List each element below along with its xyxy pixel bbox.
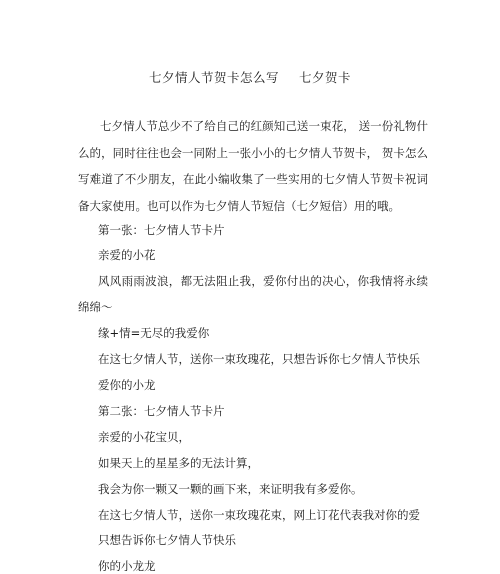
card-heading-1: 第一张：七夕情人节卡片	[98, 223, 225, 237]
intro-paragraph: 七夕情人节总少不了给自己的红颜知己送一束花， 送一份礼物什 么的，同时往往也会一同附上一张小小的七夕情人节贺卡， 贺卡怎么 写难道了不少朋友，在此小编收集了一些实用的七夕情人节贺卡祝词 备大家使用。也可以作为七夕情人节短信（七夕短信）用的哦。	[78, 119, 428, 213]
message-line: 缘+情=无尽的我爱你	[98, 326, 210, 340]
page-title	[0, 68, 500, 86]
greeting-1: 亲爱的小花	[98, 248, 156, 262]
message-line: 如果天上的星星多的无法计算，	[98, 456, 259, 470]
greeting-2: 亲爱的小花宝贝，	[98, 430, 190, 444]
message-line: 我会为你一颗又一颗的画下来，来证明我有多爱你。	[98, 482, 363, 496]
message-line: 风风雨雨波浪，都无法阻止我，爱你付出的决心，你我情将永续绵绵～	[78, 274, 428, 314]
card-heading-2: 第二张：七夕情人节卡片	[98, 404, 225, 418]
message-line: 在这七夕情人节，送你一束玫瑰花，只想告诉你七夕情人节快乐	[98, 352, 420, 366]
signature-1: 爱你的小龙	[98, 378, 156, 392]
title-main: 七夕情人节贺卡怎么写	[148, 70, 279, 85]
message-line: 只想告诉你七夕情人节快乐	[98, 533, 236, 547]
signature-2: 你的小龙龙	[98, 559, 156, 573]
message-line: 在这七夕情人节，送你一束玫瑰花束，网上订花代表我对你的爱	[98, 508, 420, 522]
title-sub: 七夕贺卡	[299, 70, 352, 85]
